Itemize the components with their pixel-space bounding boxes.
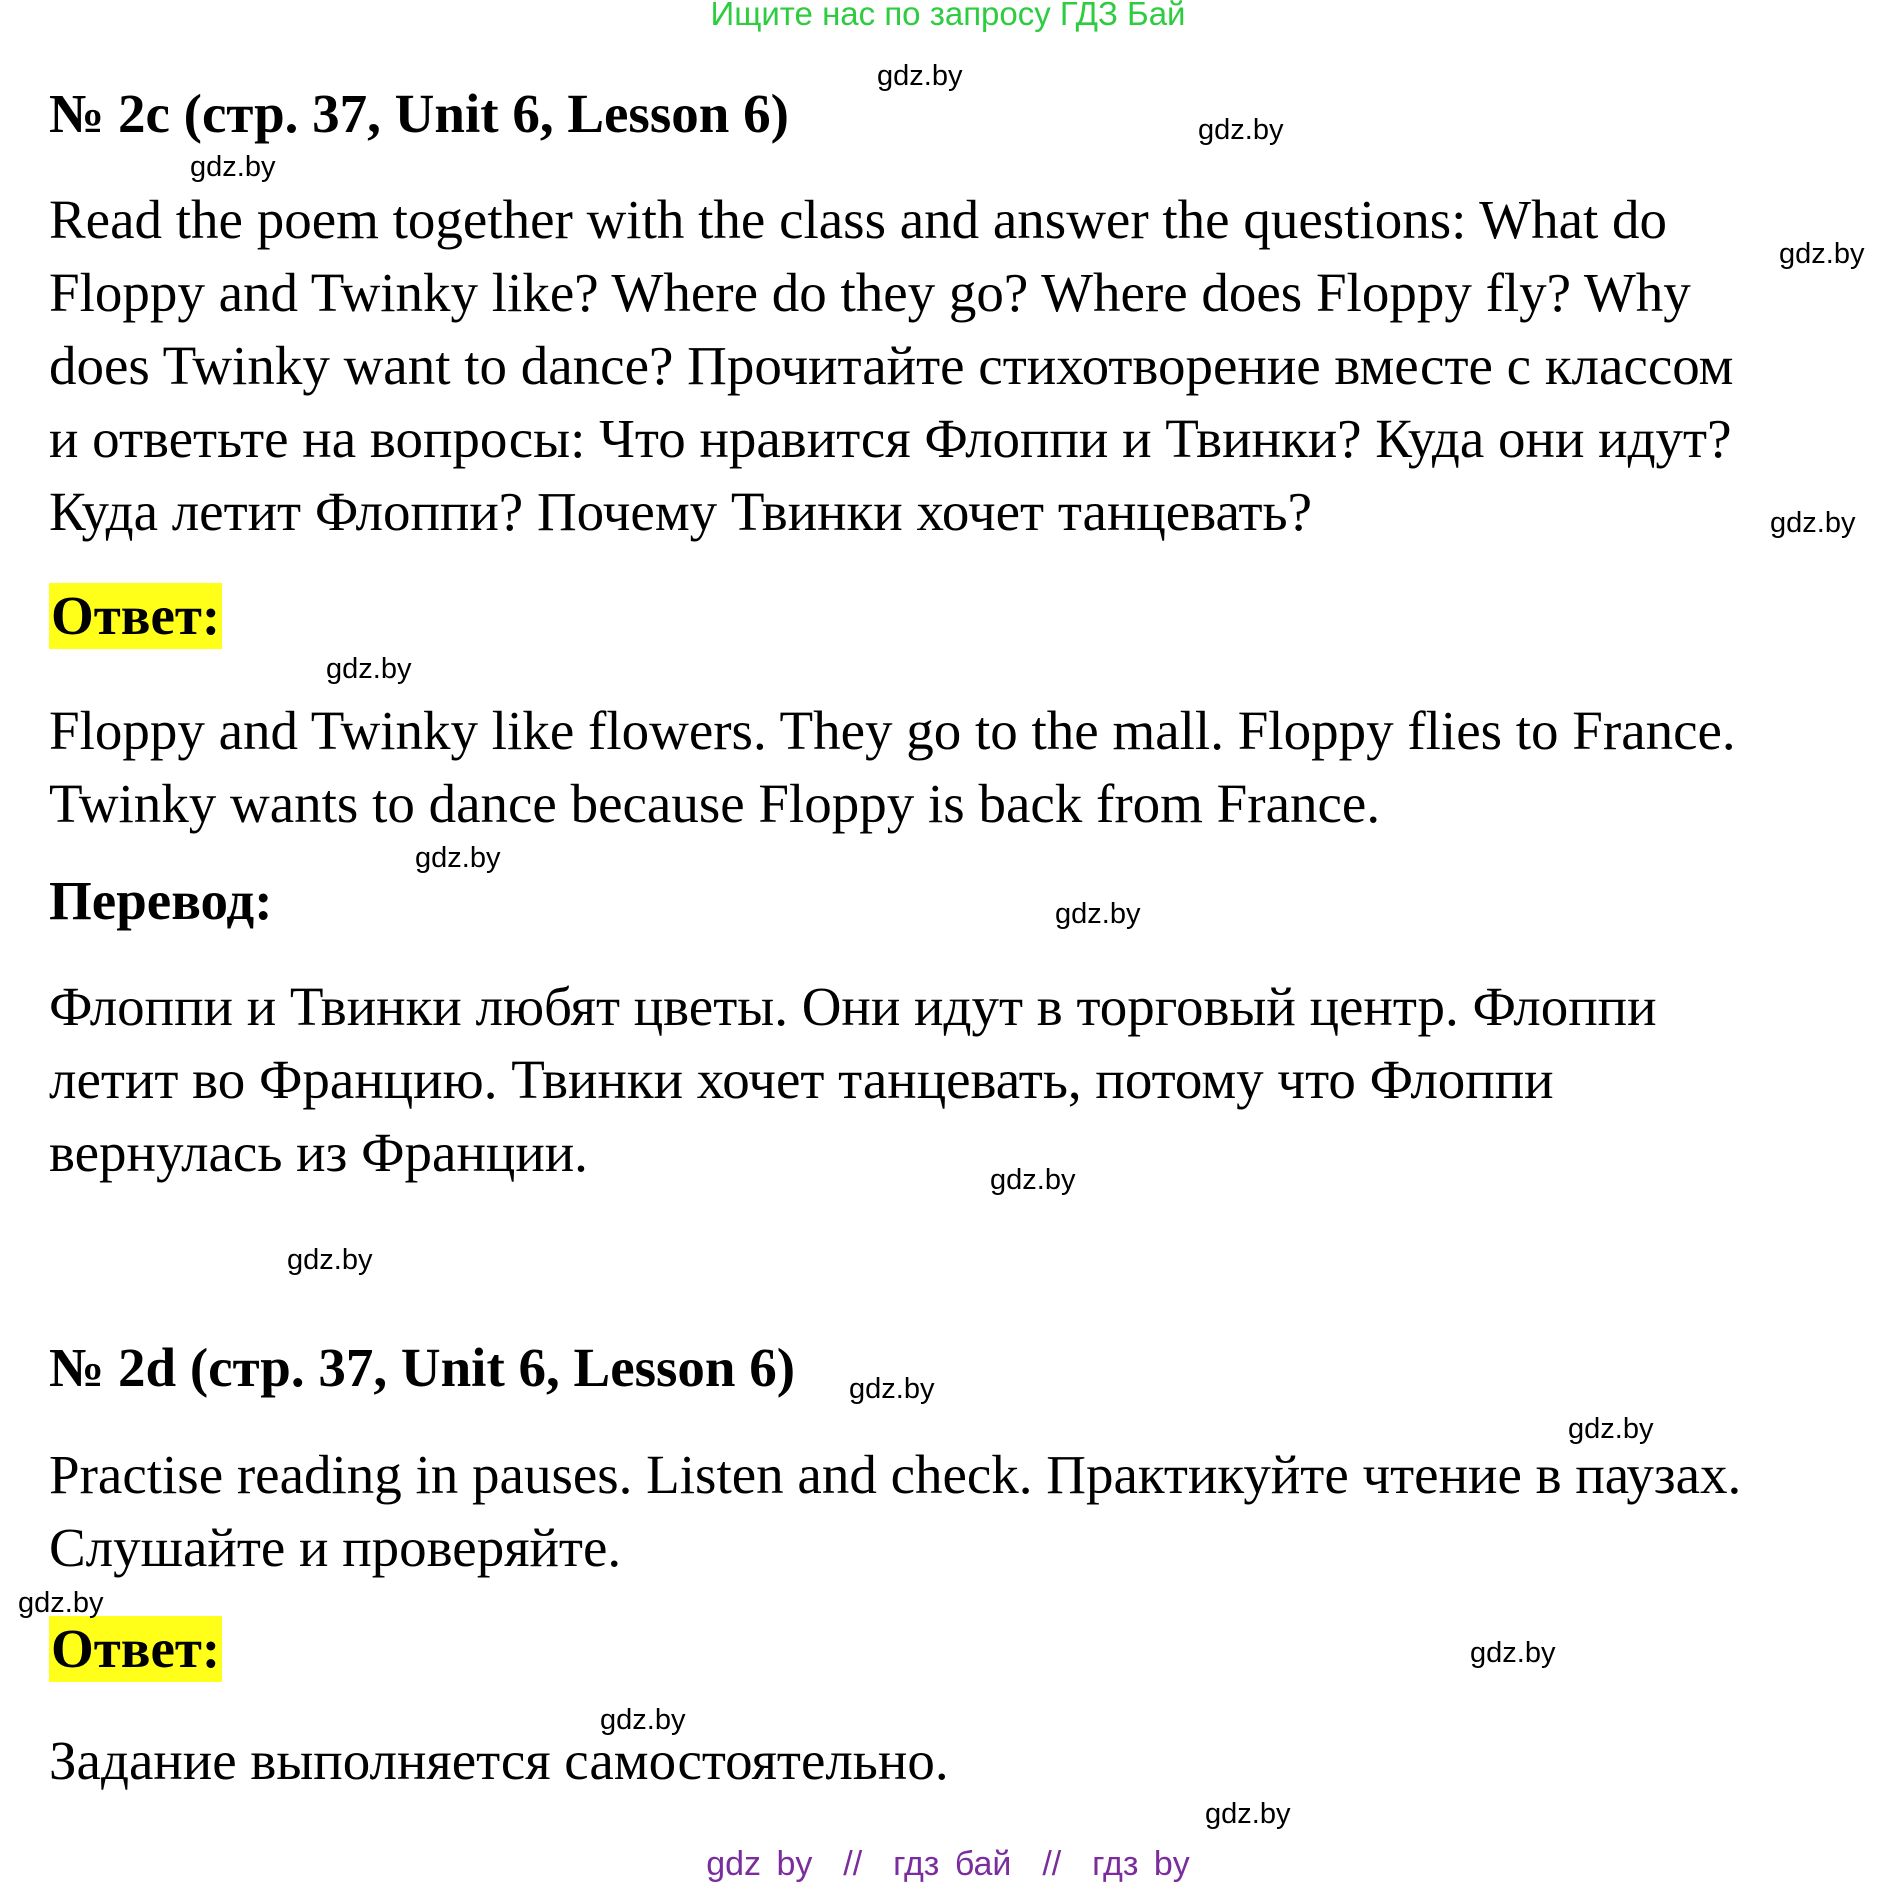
answer-line: Задание выполняется самостоятельно. xyxy=(49,1730,949,1791)
translation-line: летит во Францию. Твинки хочет танцевать, потому что Флоппи xyxy=(49,1049,1554,1110)
task-2d-heading: № 2d (стр. 37, Unit 6, Lesson 6) xyxy=(49,1337,796,1398)
task-2c-answer xyxy=(49,694,1859,840)
watermark: gdz.by xyxy=(1779,238,1865,270)
task-2c-question xyxy=(49,183,1859,548)
watermark: gdz.by xyxy=(1470,1637,1556,1669)
watermark: gdz.by xyxy=(190,151,276,183)
question-line: Слушайте и проверяйте. xyxy=(49,1517,622,1578)
answer-line: Twinky wants to dance because Floppy is back from France. xyxy=(49,773,1381,834)
task-2d-question xyxy=(49,1438,1859,1584)
question-line: и ответьте на вопросы: Что нравится Флоппи и Твинки? Куда они идут? xyxy=(49,408,1732,469)
watermark: gdz.by xyxy=(18,1587,104,1619)
translation-label: Перевод: xyxy=(49,870,273,931)
watermark: gdz.by xyxy=(600,1704,686,1736)
footer-links: gdz by // гдз бай // гдз by xyxy=(706,1845,1190,1883)
watermark: gdz.by xyxy=(1205,1798,1291,1830)
watermark: gdz.by xyxy=(849,1373,935,1405)
watermark: gdz.by xyxy=(1770,507,1856,539)
watermark: gdz.by xyxy=(1198,114,1284,146)
answer-label-2c: Ответ: xyxy=(49,583,222,649)
task-2d-answer xyxy=(49,1724,1859,1797)
question-line: Floppy and Twinky like? Where do they go? Where does Floppy fly? Why xyxy=(49,262,1691,323)
watermark: gdz.by xyxy=(326,653,412,685)
question-line: does Twinky want to dance? Прочитайте стихотворение вместе с классом xyxy=(49,335,1734,396)
question-line: Куда летит Флоппи? Почему Твинки хочет танцевать? xyxy=(49,481,1312,542)
watermark: gdz.by xyxy=(415,842,501,874)
watermark: gdz.by xyxy=(1055,898,1141,930)
watermark: gdz.by xyxy=(990,1164,1076,1196)
watermark: gdz.by xyxy=(1568,1413,1654,1445)
translation-line: вернулась из Франции. xyxy=(49,1122,588,1183)
translation-line: Флоппи и Твинки любят цветы. Они идут в торговый центр. Флоппи xyxy=(49,976,1657,1037)
search-banner: Ищите нас по запросу ГДЗ Бай xyxy=(710,0,1186,32)
question-line: Practise reading in pauses. Listen and check. Практикуйте чтение в паузах. xyxy=(49,1444,1742,1505)
task-2c-translation xyxy=(49,970,1859,1189)
watermark: gdz.by xyxy=(287,1244,373,1276)
answer-label-2d: Ответ: xyxy=(49,1616,222,1682)
question-line: Read the poem together with the class and answer the questions: What do xyxy=(49,189,1668,250)
answer-line: Floppy and Twinky like flowers. They go to the mall. Floppy flies to France. xyxy=(49,700,1736,761)
task-2c-heading: № 2c (стр. 37, Unit 6, Lesson 6) xyxy=(49,83,789,144)
watermark: gdz.by xyxy=(877,60,963,92)
